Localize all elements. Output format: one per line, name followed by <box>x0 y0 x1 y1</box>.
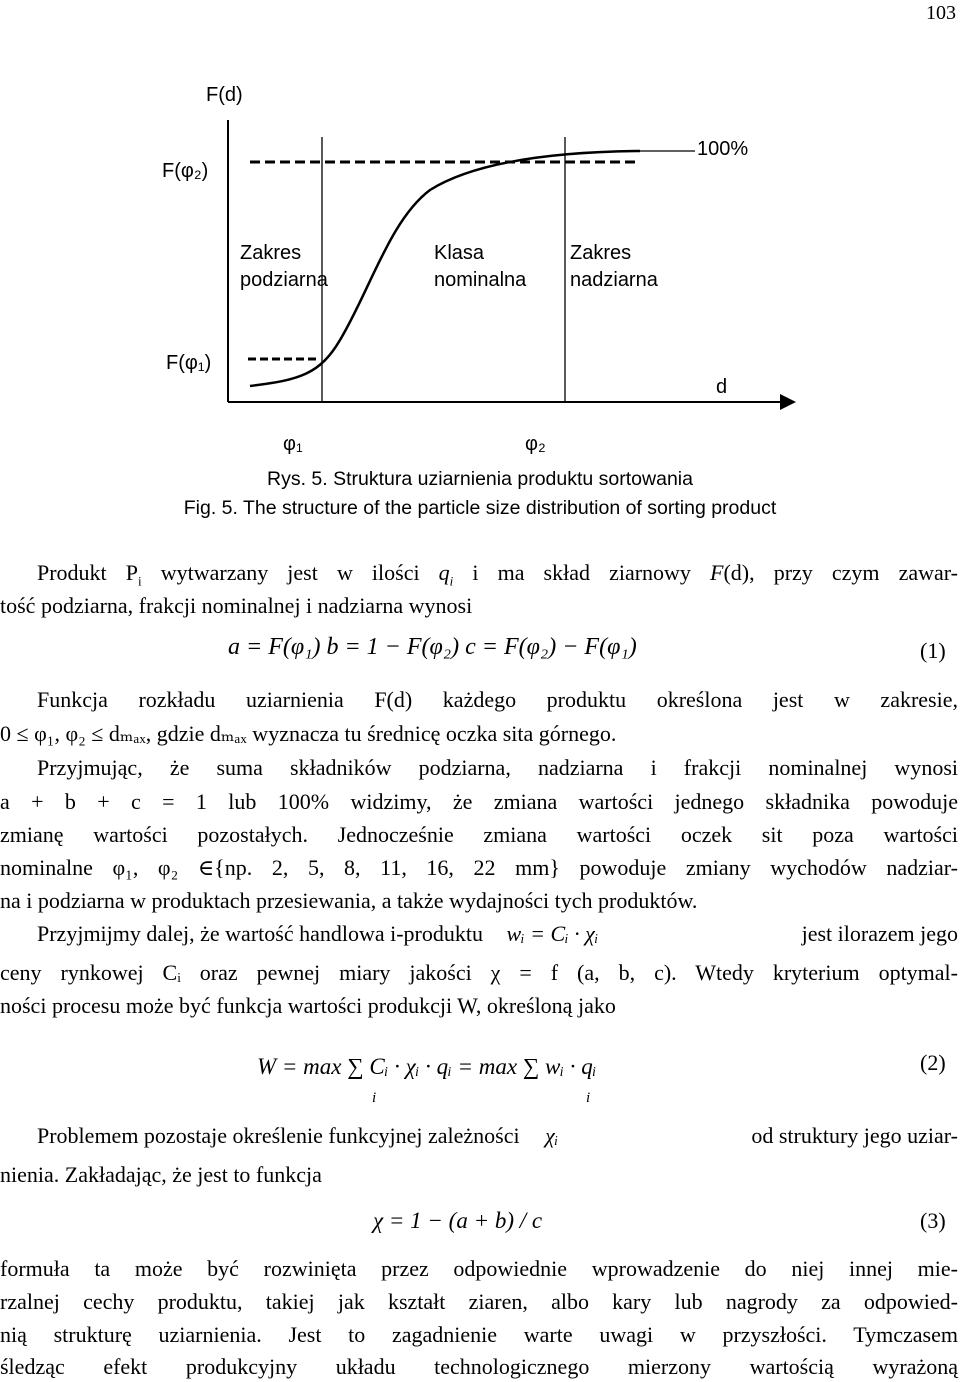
equation-2-number: (2) <box>920 1050 946 1075</box>
para2-line2: 0 ≤ φ₁, φ₂ ≤ dₘₐₓ, gdzie dₘₐₓ wyznacza tu średnicę oczka sita górnego. <box>0 721 617 746</box>
para1-line2: tość podziarna, frakcji nominalnej i nadziarna wynosi <box>0 593 473 618</box>
zone-oversize-label <box>570 240 658 294</box>
para4-line3: ności procesu może być funkcja wartości produkcji W, określoną jako <box>0 993 616 1018</box>
page-number: 103 <box>926 2 956 24</box>
zone-nominal-label <box>434 240 526 294</box>
para4-line1 <box>37 921 958 947</box>
caption-english: Fig. 5. The structure of the particle size distribution of sorting product <box>183 497 777 519</box>
text-fragment: Problemem pozostaje określenie funkcyjnej zależności <box>37 1123 520 1148</box>
para3-line1: Przyjmując, że suma składników podziarna, nadziarna i frakcji nominalnej wynosi <box>37 755 958 780</box>
subscript: i <box>138 573 142 589</box>
para6-line1: formuła ta może być rozwinięta przez odpowiednie wprowadzenie do niej innej mie- <box>0 1256 958 1281</box>
para2-line1: Funkcja rozkładu uziarnienia F(d) każdego produktu określona jest w zakresie, <box>37 687 958 712</box>
x-axis-arrow-icon <box>780 394 796 410</box>
equation-3: χ = 1 − (a + b) / c <box>373 1208 543 1233</box>
symbol-F: F <box>710 560 724 585</box>
text-fragment: wytwarzany jest w ilości <box>141 560 439 585</box>
equation-2: W = max ∑ Cᵢ · χᵢ · qᵢ = max ∑ wᵢ · qᵢ <box>257 1054 597 1079</box>
equation-1-number: (1) <box>920 638 946 663</box>
para1-line1 <box>37 560 958 589</box>
equation-1: a = F(φ₁) b = 1 − F(φ₂) c = F(φ₂) − F(φ₁) <box>228 634 637 660</box>
subscript: i <box>449 573 454 589</box>
para6-line4: śledząc efekt produkcyjny układu technologicznego mierzony wartością wyrażoną <box>0 1354 958 1379</box>
para3-line3: zmianę wartości pozostałych. Jednocześnie zmiana wartości oczek sit poza wartości <box>0 822 958 847</box>
para3-line4: nominalne φ₁, φ₂ ∈{np. 2, 5, 8, 11, 16, 22 mm} powoduje zmiany wychodów nadziar- <box>0 855 958 880</box>
text-fragment: (d), przy czym zawar- <box>723 560 959 585</box>
y-axis-label: F(d) <box>206 84 243 106</box>
zone-oversize-line1: Zakres <box>570 242 632 264</box>
level-high-label: F(φ₂) <box>162 160 209 182</box>
zone-undersize-line1: Zakres <box>240 242 302 264</box>
para5-line1 <box>37 1123 958 1149</box>
text-fragment: jest ilorazem jego <box>801 921 958 946</box>
phi2-label: φ₂ <box>525 433 546 455</box>
text-fragment: Produkt P <box>37 560 138 585</box>
pct-label: 100% <box>697 138 749 160</box>
para4-line2: ceny rynkowej Cᵢ oraz pewnej miary jakości χ = f (a, b, c). Wtedy kryterium optymal- <box>0 960 958 985</box>
text-fragment: Przyjmijmy dalej, że wartość handlowa i-produktu <box>37 921 483 946</box>
zone-undersize-line2: podziarna <box>240 269 328 291</box>
zone-oversize-line2: nadziarna <box>570 269 658 291</box>
para6-line2: rzalnej cechy produktu, takiej jak kształt ziaren, albo kary lub nagrody za odpowied- <box>0 1289 958 1314</box>
equation-2-sum-index-1: i <box>372 1090 377 1106</box>
zone-nominal-line2: nominalna <box>434 269 527 291</box>
inline-equation: wᵢ = Cᵢ · χᵢ <box>506 921 599 946</box>
symbol-q: q <box>438 560 450 585</box>
caption-polish: Rys. 5. Struktura uziarnienia produktu sortowania <box>267 468 693 490</box>
para3-line5: na i podziarna w produktach przesiewania, a także wydajności tych produktów. <box>0 888 698 913</box>
x-axis-label: d <box>716 376 728 398</box>
inline-equation: χᵢ <box>545 1123 559 1148</box>
level-low-label: F(φ₁) <box>166 352 212 374</box>
para5-line2: nienia. Zakładając, że jest to funkcja <box>0 1162 322 1187</box>
figure-graphics <box>0 0 960 470</box>
zone-undersize-label <box>240 240 328 294</box>
phi1-label: φ₁ <box>283 433 303 455</box>
para3-line2: a + b + c = 1 lub 100% widzimy, że zmiana wartości jednego składnika powoduje <box>0 789 958 814</box>
text-fragment: i ma skład ziarnowy <box>453 560 711 585</box>
para6-line3: nią strukturę uziarnienia. Jest to zagadnienie warte uwagi w przyszłości. Tymczasem <box>0 1322 958 1347</box>
text-fragment: od struktury jego uziar- <box>751 1123 958 1148</box>
equation-2-sum-index-2: i <box>586 1090 591 1106</box>
equation-3-number: (3) <box>920 1208 946 1233</box>
zone-nominal-line1: Klasa <box>434 242 485 264</box>
